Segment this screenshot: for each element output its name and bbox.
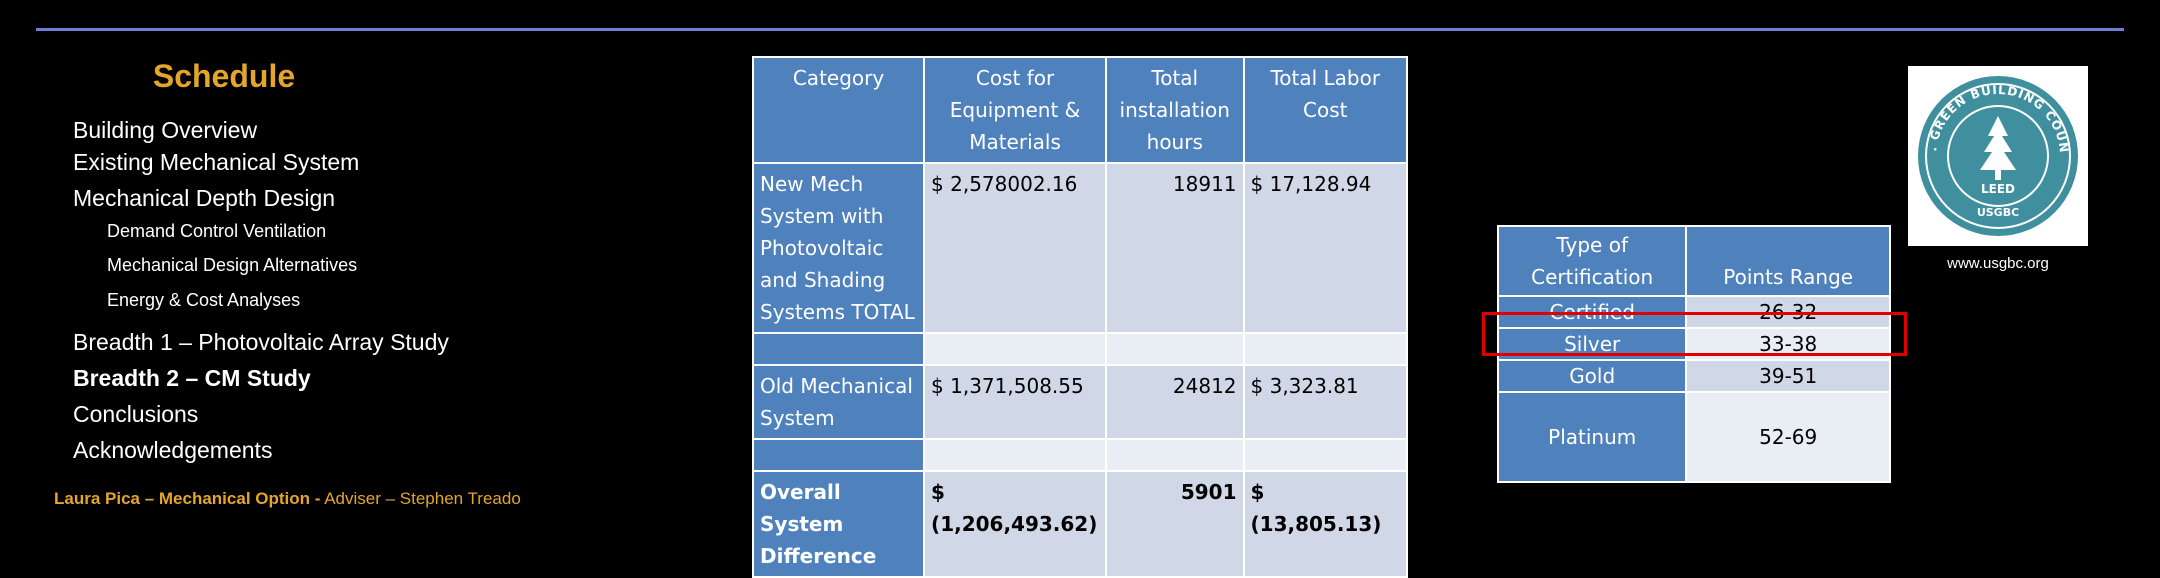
row-labor: $ 3,323.81 [1244, 365, 1407, 439]
sidebar-item-energy-cost[interactable]: Energy & Cost Analyses [107, 290, 301, 310]
cert-type: Silver [1498, 328, 1686, 360]
sidebar-item-demand-control[interactable]: Demand Control Ventilation [107, 221, 327, 241]
header-category: Category [753, 57, 924, 163]
sidebar-item-breadth-1[interactable]: Breadth 1 – Photovoltaic Array Study [73, 329, 449, 355]
cert-range: 39-51 [1686, 360, 1890, 392]
adviser-name: Adviser – Stephen Treado [324, 489, 521, 508]
table-row [753, 365, 1407, 439]
row-hours: 24812 [1106, 365, 1244, 439]
row-category: New Mech System with Photovoltaic and Shading Systems TOTAL [753, 163, 924, 333]
header-hours: Total installation hours [1106, 57, 1244, 163]
row-cost: $ 2,578002.16 [924, 163, 1106, 333]
usgbc-leed-logo [1908, 66, 2088, 246]
cert-type: Certified [1498, 296, 1686, 328]
sidebar-item-conclusions[interactable]: Conclusions [73, 401, 199, 427]
header-type: Type of Certification [1498, 226, 1686, 296]
row-category: Overall System Difference [753, 471, 924, 577]
header-cost: Cost for Equipment & Materials [924, 57, 1106, 163]
cert-type: Platinum [1498, 392, 1686, 482]
top-divider [36, 28, 2124, 31]
row-cost: $ (1,206,493.62) [924, 471, 1106, 577]
row-labor: $ (13,805.13) [1244, 471, 1407, 577]
sidebar-item-existing-mechanical[interactable]: Existing Mechanical System [73, 149, 360, 175]
cert-range: 26-32 [1686, 296, 1890, 328]
sidebar-item-design-alternatives[interactable]: Mechanical Design Alternatives [107, 255, 358, 275]
cost-comparison-table [752, 56, 1408, 578]
table-row [1498, 360, 1890, 392]
row-hours: 5901 [1106, 471, 1244, 577]
table-spacer-row [753, 439, 1407, 471]
header-points: Points Range [1686, 226, 1890, 296]
row-cost: $ 1,371,508.55 [924, 365, 1106, 439]
table-row [753, 471, 1407, 577]
sidebar-item-breadth-2[interactable]: Breadth 2 – CM Study [73, 365, 311, 391]
silver-highlight-box [1482, 312, 1907, 356]
cert-range: 52-69 [1686, 392, 1890, 482]
presenter-name: Laura Pica – Mechanical Option - [54, 489, 321, 508]
row-labor: $ 17,128.94 [1244, 163, 1407, 333]
sidebar-item-acknowledgements[interactable]: Acknowledgements [73, 437, 273, 463]
row-category: Old Mechanical System [753, 365, 924, 439]
logo-ring-text: . GREEN BUILDING COUN [1925, 82, 2072, 155]
table-row [753, 163, 1407, 333]
presenter-footer [54, 489, 521, 509]
logo-leed-text: LEED [1980, 182, 2016, 196]
usgbc-url[interactable]: www.usgbc.org [1947, 255, 2049, 272]
table-spacer-row [753, 333, 1407, 365]
cert-type: Gold [1498, 360, 1686, 392]
sidebar-item-mechanical-depth[interactable]: Mechanical Depth Design [73, 185, 336, 211]
sidebar-item-building-overview[interactable]: Building Overview [73, 117, 258, 143]
table-row [1498, 392, 1890, 482]
logo-usgbc-text: USGBC [1976, 206, 2020, 219]
row-hours: 18911 [1106, 163, 1244, 333]
header-labor: Total Labor Cost [1244, 57, 1407, 163]
leed-seal-icon [1908, 66, 2088, 246]
schedule-title: Schedule [152, 58, 296, 94]
cert-range: 33-38 [1686, 328, 1890, 360]
